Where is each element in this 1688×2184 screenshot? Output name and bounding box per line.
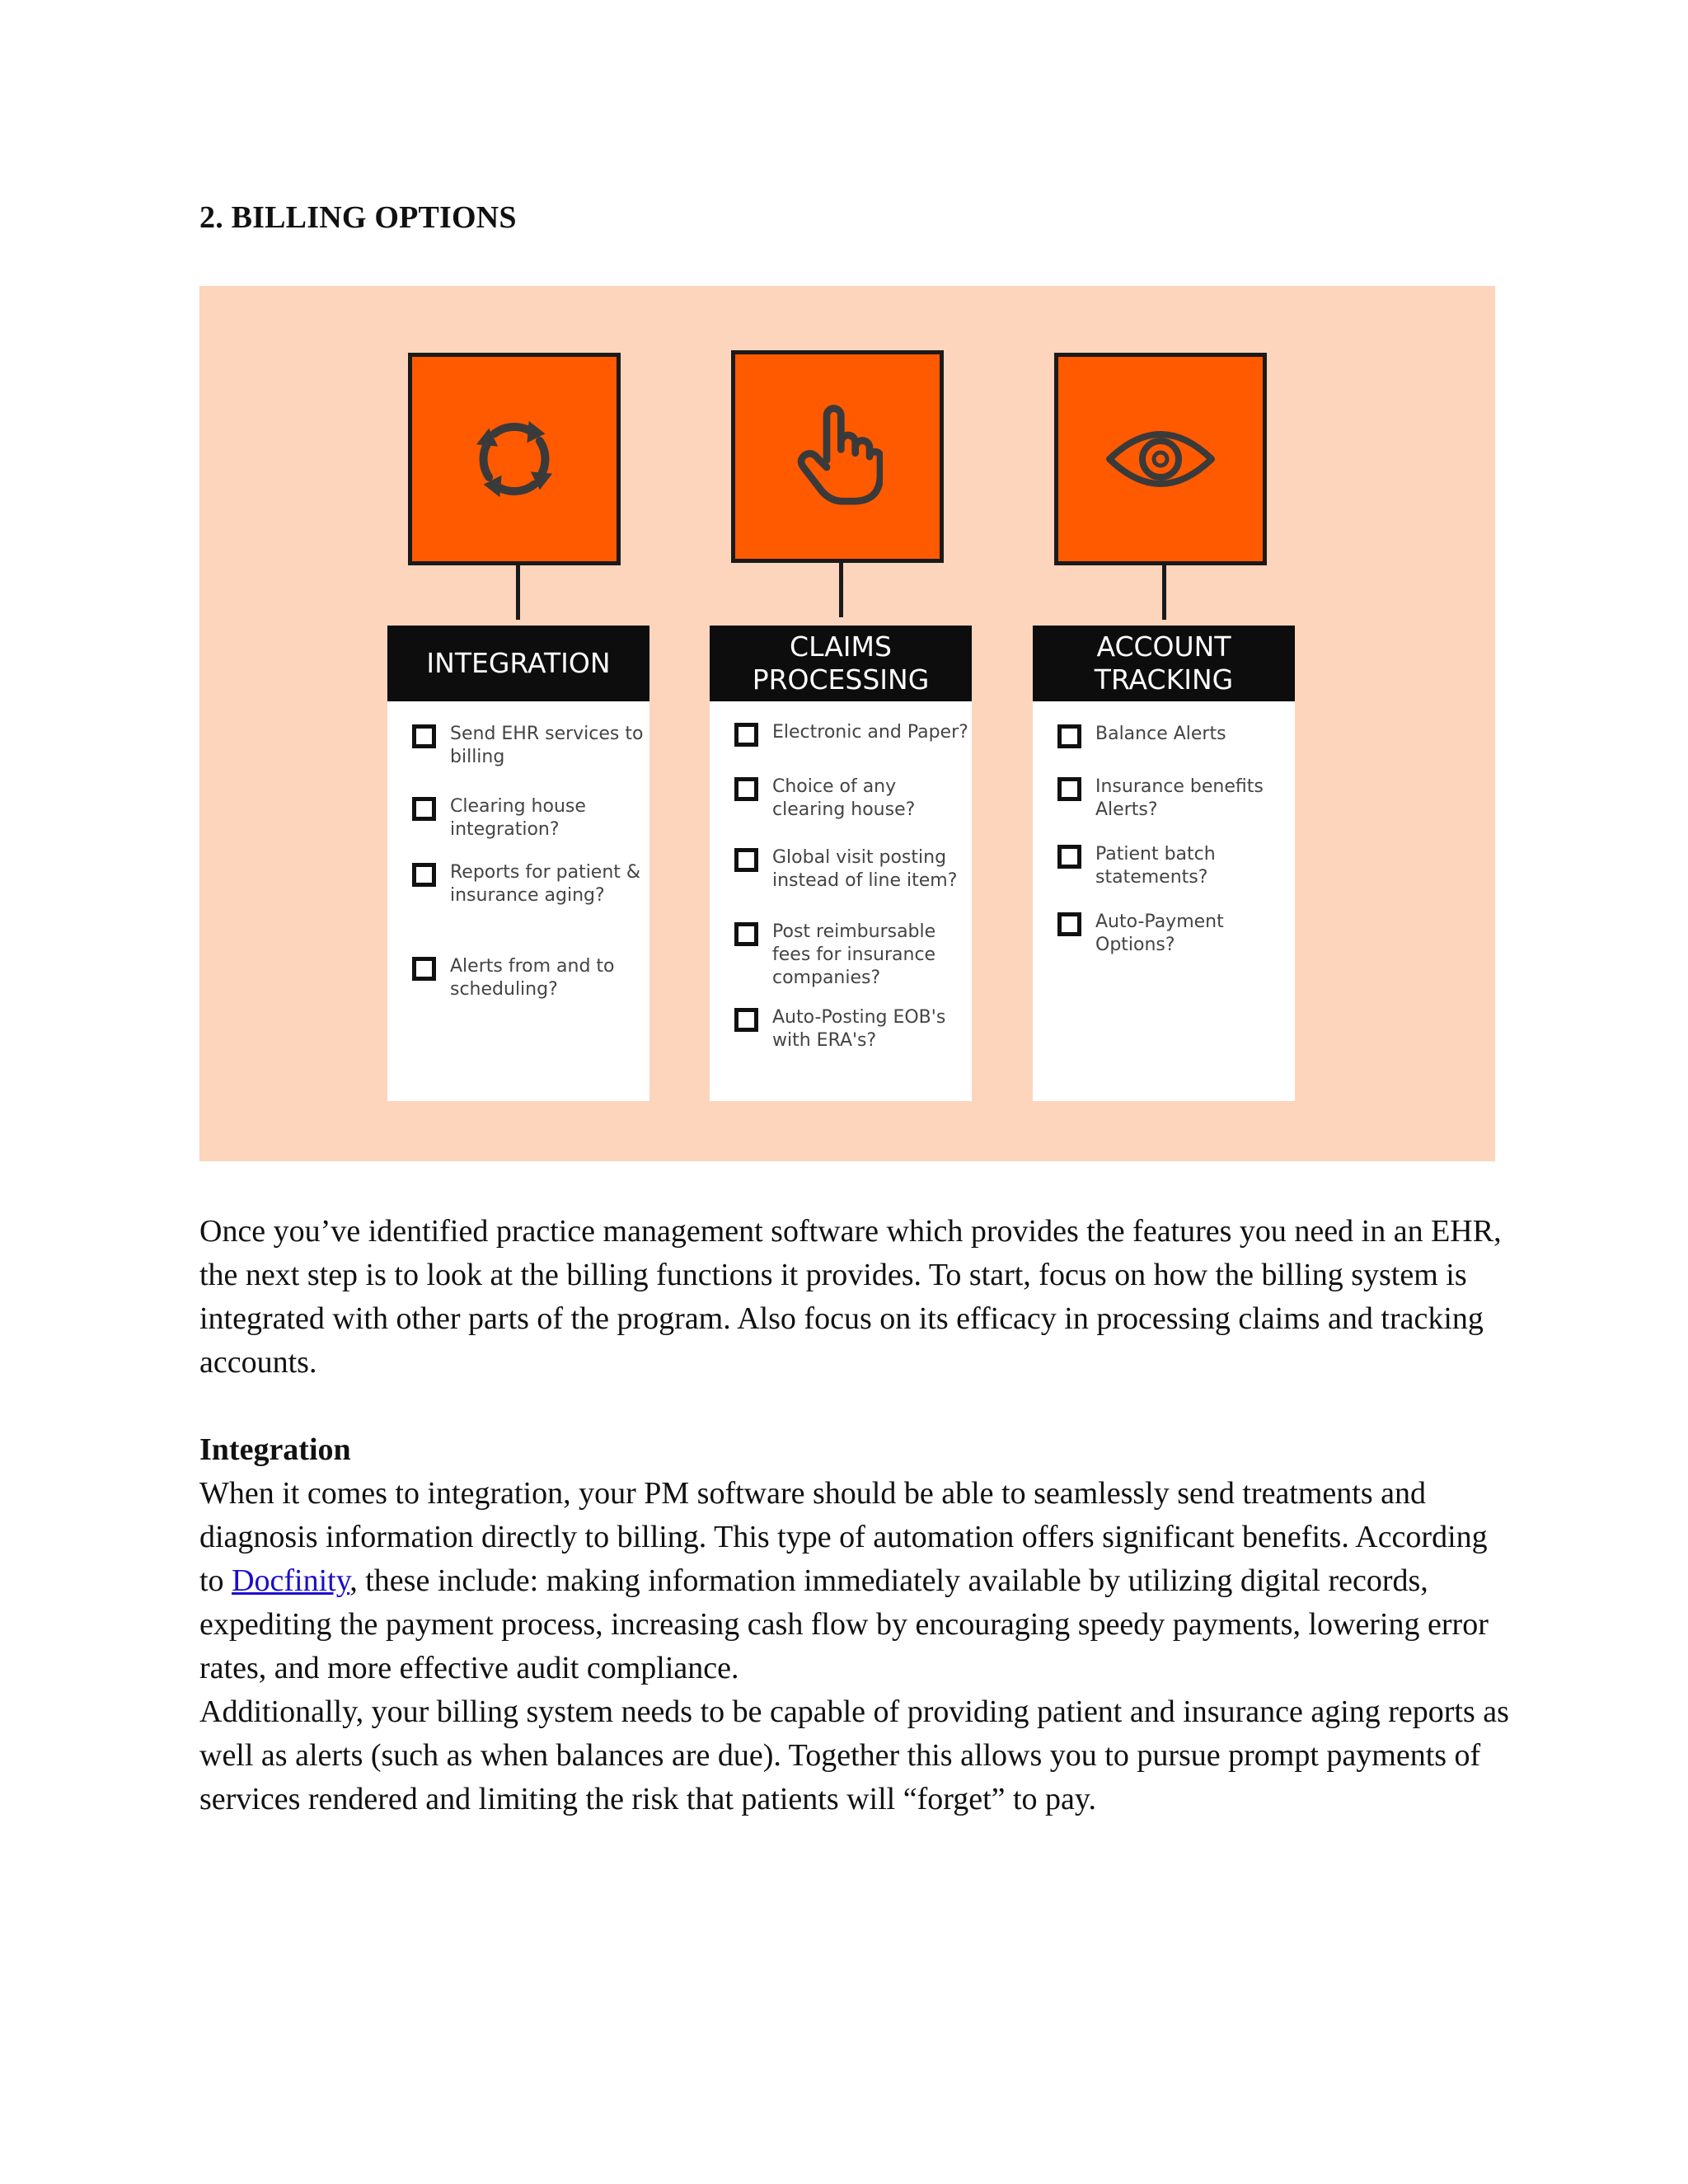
integration-header	[387, 626, 649, 701]
integration-heading: Integration	[199, 1432, 351, 1467]
integration-title: INTEGRATION	[426, 647, 611, 679]
integration-paragraph-2: Additionally, your billing system needs to be capable of providing patient and insurance aging reports as well as alerts (such as when balances are due). Together this allows you to pursue prompt payments of services rendered and limiting the risk that patients will “forget” to pay.	[199, 1694, 1509, 1816]
billing-options-infographic	[199, 286, 1495, 1161]
checkbox-icon	[1057, 724, 1081, 748]
checkbox-icon	[1057, 912, 1081, 936]
checkbox-icon	[412, 797, 436, 821]
claims-icon-box	[731, 350, 944, 563]
integration-connector	[516, 565, 520, 620]
refresh-cycle-icon	[469, 414, 560, 504]
checkbox-icon	[1057, 777, 1081, 801]
claims-processing-header	[710, 626, 972, 701]
checkbox-icon	[734, 848, 758, 872]
claims-processing-card: Electronic and Paper? Choice of any clearing house? Global visit posting instead of line item? Post reimbursable fees for insurance companies? Auto-Posting EOB's with ERA's?	[710, 701, 972, 1101]
checkbox-icon	[412, 957, 436, 981]
integration-icon-box	[408, 353, 621, 565]
page-heading: 2. BILLING OPTIONS	[199, 200, 517, 235]
article-body	[199, 1210, 1518, 1821]
checkbox-icon	[412, 724, 436, 748]
account-title-line-1: ACCOUNT	[1096, 630, 1231, 663]
checkbox-icon	[734, 723, 758, 747]
account-tracking-header	[1033, 626, 1295, 701]
checkbox-icon	[1057, 845, 1081, 869]
pointing-hand-icon	[792, 403, 883, 510]
account-icon-box	[1054, 353, 1267, 565]
integration-paragraph-1: When it comes to integration, your PM software should be able to seamlessly send treatments and diagnosis information directly to billing. This type of automation offers significant benefits. According to Docfinity, these include: making information immediately available by utilizing digital records, expediting the payment process, increasing cash flow by encouraging speedy payments, lowering error rates, and more effective audit compliance.	[199, 1476, 1489, 1685]
intro-paragraph: Once you’ve identified practice management software which provides the features you need in an EHR, the next step is to look at the billing functions it provides. To start, focus on how the billing system is integrated with other parts of the program. Also focus on its efficacy in processing claims and tracking accounts.	[199, 1214, 1502, 1380]
account-connector	[1162, 565, 1166, 620]
paragraph-gap	[199, 1385, 1518, 1428]
account-tracking-card: Balance Alerts Insurance benefits Alerts? Patient batch statements? Auto-Payment Options?	[1033, 701, 1295, 1101]
claims-title-line-1: CLAIMS	[790, 630, 892, 663]
account-title-line-2: TRACKING	[1094, 663, 1234, 696]
checkbox-icon	[412, 863, 436, 887]
claims-connector	[839, 563, 843, 617]
checkbox-icon	[734, 922, 758, 946]
docfinity-link[interactable]: Docfinity	[232, 1563, 350, 1598]
integration-card: Send EHR services to billing Clearing house integration? Reports for patient & insurance aging? Alerts from and to scheduling?	[387, 701, 649, 1101]
checkbox-icon	[734, 777, 758, 801]
checkbox-icon	[734, 1008, 758, 1032]
claims-title-line-2: PROCESSING	[752, 663, 930, 696]
eye-icon	[1103, 422, 1218, 496]
